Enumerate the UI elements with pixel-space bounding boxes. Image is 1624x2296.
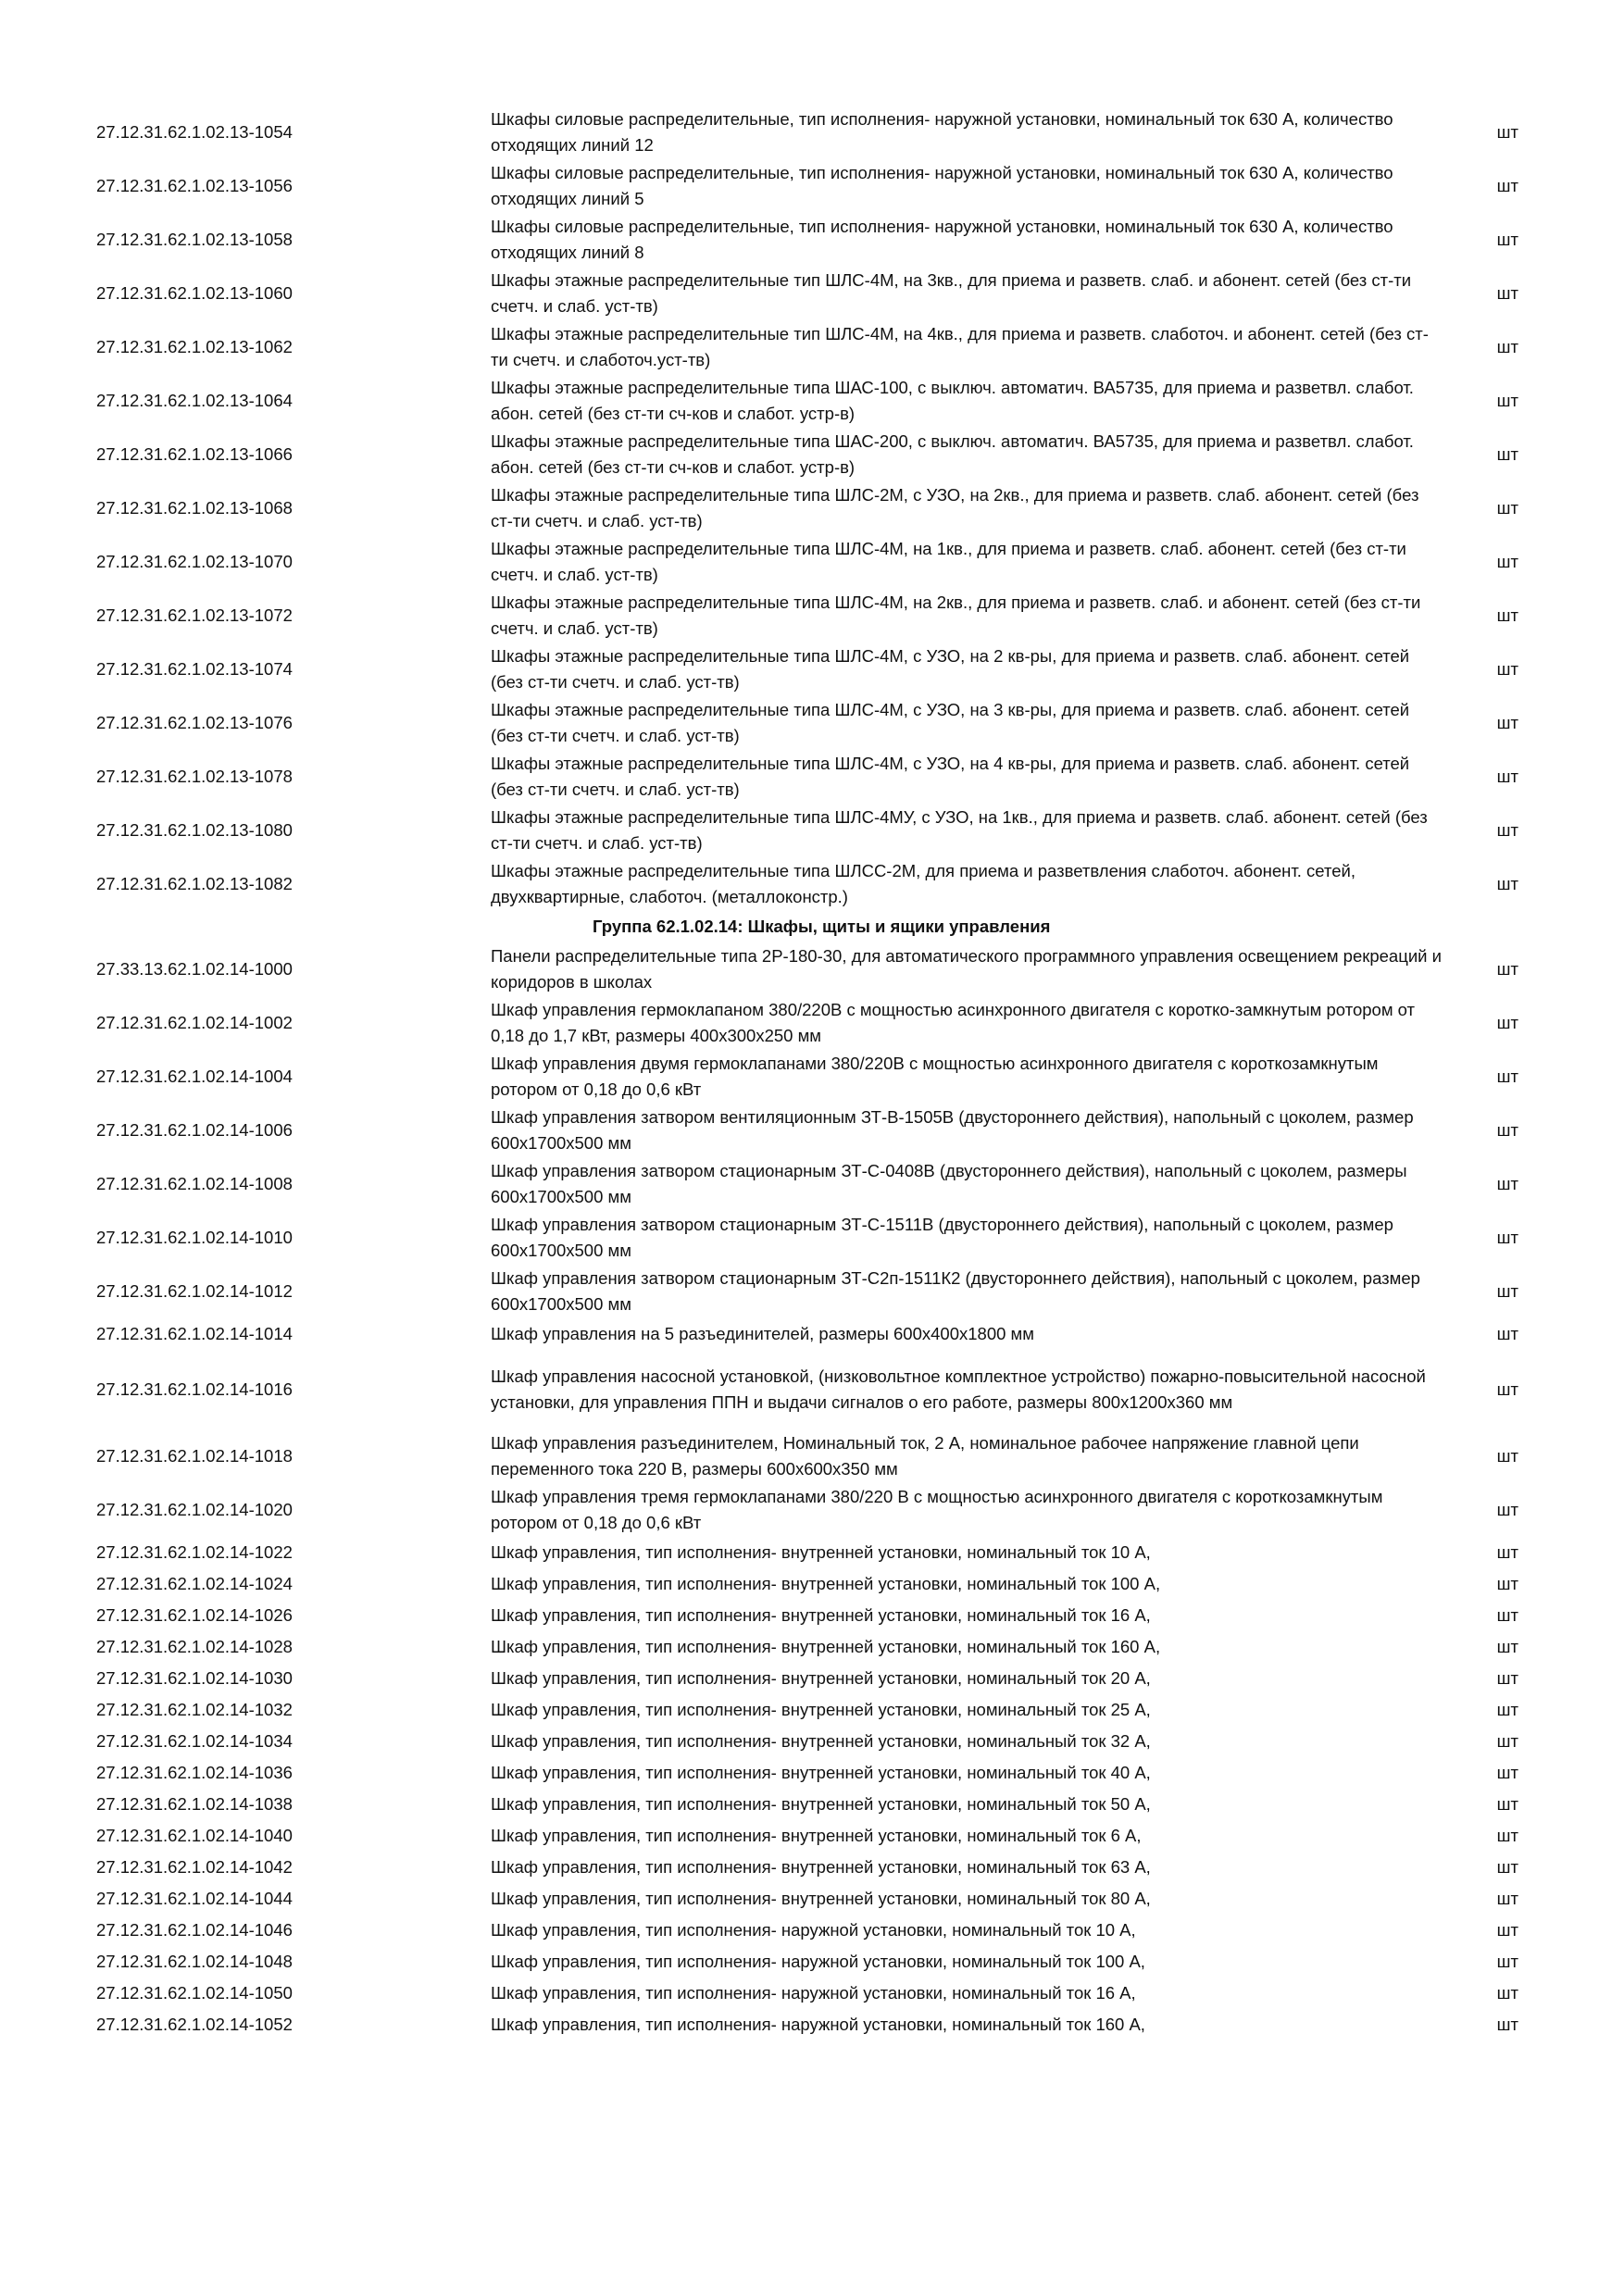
- row-unit: шт: [1496, 1604, 1518, 1625]
- table-row: [96, 428, 1578, 481]
- row-unit: шт: [1496, 1119, 1518, 1140]
- row-name: Панели распределительные типа 2Р-180-30, для автоматического программного управления освещением рекреаций и коридоров в школах: [491, 945, 1442, 992]
- table-row: [96, 1820, 1578, 1852]
- row-unit: шт: [1496, 390, 1518, 410]
- row-code: 27.12.31.62.1.02.13-1074: [96, 658, 293, 679]
- row-unit: шт: [1496, 1699, 1518, 1719]
- row-unit: шт: [1496, 1636, 1518, 1656]
- row-code: 27.12.31.62.1.02.13-1070: [96, 551, 293, 571]
- row-unit: шт: [1496, 1323, 1518, 1343]
- table-row: [96, 1852, 1578, 1883]
- table-row: [96, 1050, 1578, 1104]
- table-row: [96, 996, 1578, 1050]
- row-name: Шкафы этажные распределительные типа ШЛС-4М, на 1кв., для приема и разветв. слаб. абонент. сетей (без ст-ти счетч. и слаб. уст-тв): [491, 538, 1406, 584]
- row-unit: шт: [1496, 2014, 1518, 2034]
- row-unit: шт: [1496, 712, 1518, 732]
- row-code: 27.12.31.62.1.02.14-1042: [96, 1856, 293, 1877]
- row-name: Шкаф управления, тип исполнения- внутренней установки, номинальный ток 6 А,: [491, 1825, 1142, 1845]
- table-row: [96, 696, 1578, 750]
- row-code: 27.12.31.62.1.02.14-1024: [96, 1573, 293, 1593]
- row-unit: шт: [1496, 1445, 1518, 1466]
- table-row: [96, 2009, 1578, 2040]
- row-name: Шкаф управления, тип исполнения- наружной установки, номинальный ток 160 А,: [491, 2014, 1145, 2034]
- row-unit: шт: [1496, 1888, 1518, 1908]
- row-unit: шт: [1496, 1280, 1518, 1301]
- table-row: [96, 643, 1578, 696]
- group-heading: Группа 62.1.02.14: Шкафы, щиты и ящики управления: [593, 917, 1051, 936]
- row-name: Шкафы этажные распределительные типа ШАС-100, с выключ. автоматич. ВА5735, для приема и разветвл. слабот. абон. сетей (без ст-ти сч-ков и слабот. устр-в): [491, 377, 1414, 423]
- row-name: Шкаф управления, тип исполнения- внутренней установки, номинальный ток 16 А,: [491, 1604, 1151, 1625]
- row-code: 27.12.31.62.1.02.14-1026: [96, 1604, 293, 1625]
- row-code: 27.12.31.62.1.02.14-1022: [96, 1541, 293, 1562]
- table-row: [96, 942, 1578, 996]
- row-code: 27.12.31.62.1.02.14-1040: [96, 1825, 293, 1845]
- row-name: Шкаф управления, тип исполнения- внутренней установки, номинальный ток 100 А,: [491, 1573, 1161, 1593]
- row-unit: шт: [1496, 605, 1518, 625]
- row-unit: шт: [1496, 1793, 1518, 1814]
- row-name: Шкафы этажные распределительные типа ШЛС-4М, с УЗО, на 3 кв-ры, для приема и разветв. слаб. абонент. сетей (без ст-ти счетч. и слаб. уст-тв): [491, 699, 1410, 745]
- row-code: 27.12.31.62.1.02.14-1018: [96, 1445, 293, 1466]
- table-row: [96, 213, 1578, 267]
- row-name: Шкаф управления, тип исполнения- внутренней установки, номинальный ток 10 А,: [491, 1541, 1151, 1562]
- row-code: 27.12.31.62.1.02.14-1046: [96, 1919, 293, 1940]
- row-unit: шт: [1496, 1012, 1518, 1032]
- row-unit: шт: [1496, 551, 1518, 571]
- row-code: 27.12.31.62.1.02.13-1066: [96, 443, 293, 464]
- row-name: Шкаф управления, тип исполнения- внутренней установки, номинальный ток 40 А,: [491, 1762, 1151, 1782]
- row-unit: шт: [1496, 1856, 1518, 1877]
- row-name: Шкафы этажные распределительные типа ШЛС-4МУ, с УЗО, на 1кв., для приема и разветв. слаб. абонент. сетей (без ст-ти счетч. и слаб. уст-тв): [491, 806, 1428, 853]
- row-unit: шт: [1496, 1173, 1518, 1193]
- row-code: 27.12.31.62.1.02.14-1048: [96, 1951, 293, 1971]
- row-name: Шкаф управления двумя гермоклапанами 380/220В с мощностью асинхронного двигателя с короткозамкнутым ротором от 0,18 до 0,6 кВт: [491, 1053, 1379, 1099]
- row-name: Шкаф управления разъединителем, Номинальный ток, 2 А, номинальное рабочее напряжение главной цепи переменного тока 220 В, размеры 600х600х350 мм: [491, 1432, 1359, 1479]
- table-row: [96, 750, 1578, 804]
- price-table: [96, 106, 1578, 2040]
- row-name: Шкаф управления затвором стационарным ЗТ-С-1511В (двустороннего действия), напольный с цоколем, размер 600х1700х500 мм: [491, 1214, 1393, 1260]
- row-name: Шкаф управления на 5 разъединителей, размеры 600х400х1800 мм: [491, 1323, 1034, 1343]
- row-code: 27.12.31.62.1.02.14-1052: [96, 2014, 293, 2034]
- row-unit: шт: [1496, 1951, 1518, 1971]
- row-name: Шкафы этажные распределительные типа ШЛСС-2М, для приема и разветвления слаботоч. абонент. сетей, двухквартирные, слаботоч. (металлоконстр.): [491, 860, 1355, 906]
- row-name: Шкафы силовые распределительные, тип исполнения- наружной установки, номинальный ток 630 А, количество отходящих линий 5: [491, 162, 1393, 208]
- table-row: [96, 320, 1578, 374]
- row-code: 27.12.31.62.1.02.14-1050: [96, 1982, 293, 2003]
- table-row: [96, 1757, 1578, 1789]
- row-unit: шт: [1496, 497, 1518, 518]
- row-code: 27.12.31.62.1.02.13-1054: [96, 121, 293, 142]
- table-row: [96, 1694, 1578, 1726]
- row-unit: шт: [1496, 1379, 1518, 1399]
- row-name: Шкаф управления, тип исполнения- внутренней установки, номинальный ток 63 А,: [491, 1856, 1151, 1877]
- row-name: Шкафы этажные распределительные типа ШЛС-2М, с УЗО, на 2кв., для приема и разветв. слаб. абонент. сетей (без ст-ти счетч. и слаб. уст-тв): [491, 484, 1419, 530]
- row-code: 27.12.31.62.1.02.14-1014: [96, 1323, 293, 1343]
- row-unit: шт: [1496, 1499, 1518, 1519]
- table-row: [96, 481, 1578, 535]
- row-name: Шкаф управления затвором стационарным ЗТ-С-0408В (двустороннего действия), напольный с цоколем, размеры 600х1700х500 мм: [491, 1160, 1407, 1206]
- row-name: Шкаф управления, тип исполнения- внутренней установки, номинальный ток 20 А,: [491, 1667, 1151, 1688]
- table-row: [96, 1350, 1578, 1429]
- row-code: 27.12.31.62.1.02.13-1056: [96, 175, 293, 195]
- row-unit: шт: [1496, 121, 1518, 142]
- row-code: 27.12.31.62.1.02.14-1012: [96, 1280, 293, 1301]
- row-unit: шт: [1496, 1227, 1518, 1247]
- table-row: [96, 1726, 1578, 1757]
- row-code: 27.12.31.62.1.02.14-1032: [96, 1699, 293, 1719]
- table-row: [96, 1600, 1578, 1631]
- row-unit: шт: [1496, 282, 1518, 303]
- table-row: [96, 589, 1578, 643]
- row-unit: шт: [1496, 1762, 1518, 1782]
- row-code: 27.12.31.62.1.02.14-1016: [96, 1379, 293, 1399]
- table-row: [96, 1789, 1578, 1820]
- row-unit: шт: [1496, 1825, 1518, 1845]
- table-row: [96, 1946, 1578, 1978]
- row-code: 27.12.31.62.1.02.13-1076: [96, 712, 293, 732]
- table-row: [96, 1631, 1578, 1663]
- table-row: [96, 1429, 1578, 1483]
- row-name: Шкаф управления, тип исполнения- наружной установки, номинальный ток 16 А,: [491, 1982, 1136, 2003]
- table-row: [96, 1104, 1578, 1157]
- row-unit: шт: [1496, 958, 1518, 979]
- table-row: [96, 857, 1578, 911]
- table-row: [96, 1915, 1578, 1946]
- row-unit: шт: [1496, 1919, 1518, 1940]
- row-code: 27.12.31.62.1.02.14-1044: [96, 1888, 293, 1908]
- row-code: 27.12.31.62.1.02.14-1020: [96, 1499, 293, 1519]
- table-row: [96, 1157, 1578, 1211]
- row-code: 27.12.31.62.1.02.14-1036: [96, 1762, 293, 1782]
- row-name: Шкаф управления, тип исполнения- внутренней установки, номинальный ток 50 А,: [491, 1793, 1151, 1814]
- row-name: Шкаф управления затвором стационарным ЗТ-С2п-1511К2 (двустороннего действия), напольный с цоколем, размер 600х1700х500 мм: [491, 1267, 1420, 1314]
- row-unit: шт: [1496, 175, 1518, 195]
- row-name: Шкаф управления, тип исполнения- наружной установки, номинальный ток 100 А,: [491, 1951, 1145, 1971]
- row-code: 27.12.31.62.1.02.13-1072: [96, 605, 293, 625]
- row-name: Шкаф управления, тип исполнения- наружной установки, номинальный ток 10 А,: [491, 1919, 1136, 1940]
- row-name: Шкафы этажные распределительные типа ШЛС-4М, на 2кв., для приема и разветв. слаб. и абонент. сетей (без ст-ти счетч. и слаб. уст-тв): [491, 592, 1421, 638]
- row-code: 27.12.31.62.1.02.14-1038: [96, 1793, 293, 1814]
- row-unit: шт: [1496, 819, 1518, 840]
- table-row: [96, 1883, 1578, 1915]
- table-row: [96, 535, 1578, 589]
- row-unit: шт: [1496, 658, 1518, 679]
- row-code: 27.12.31.62.1.02.14-1006: [96, 1119, 293, 1140]
- row-code: 27.12.31.62.1.02.14-1002: [96, 1012, 293, 1032]
- row-code: 27.12.31.62.1.02.13-1062: [96, 336, 293, 356]
- row-code: 27.12.31.62.1.02.14-1008: [96, 1173, 293, 1193]
- row-name: Шкафы этажные распределительные типа ШАС-200, с выключ. автоматич. ВА5735, для приема и разветвл. слабот. абон. сетей (без ст-ти сч-ков и слабот. устр-в): [491, 430, 1414, 477]
- row-name: Шкаф управления насосной установкой, (низковольтное комплектное устройство) пожарно-повысительной насосной установки, для управления ППН и выдачи сигналов о его работе, размеры 800х1200х360 мм: [491, 1366, 1426, 1412]
- row-name: Шкафы этажные распределительные типа ШЛС-4М, с УЗО, на 4 кв-ры, для приема и разветв. слаб. абонент. сетей (без ст-ти счетч. и слаб. уст-тв): [491, 753, 1410, 799]
- table-row: [96, 1978, 1578, 2009]
- table-row: [96, 374, 1578, 428]
- row-name: Шкафы силовые распределительные, тип исполнения- наружной установки, номинальный ток 630 А, количество отходящих линий 8: [491, 216, 1393, 262]
- row-code: 27.12.31.62.1.02.14-1004: [96, 1066, 293, 1086]
- table-row: [96, 1211, 1578, 1265]
- row-unit: шт: [1496, 766, 1518, 786]
- row-unit: шт: [1496, 229, 1518, 249]
- row-name: Шкаф управления гермоклапаном 380/220В с мощностью асинхронного двигателя с коротко-замкнутым ротором от 0,18 до 1,7 кВт, размеры 400х300х250 мм: [491, 999, 1416, 1045]
- row-code: 27.33.13.62.1.02.14-1000: [96, 958, 293, 979]
- table-row: [96, 1537, 1578, 1568]
- row-unit: шт: [1496, 1982, 1518, 2003]
- row-code: 27.12.31.62.1.02.13-1082: [96, 873, 293, 893]
- row-name: Шкаф управления, тип исполнения- внутренней установки, номинальный ток 160 А,: [491, 1636, 1161, 1656]
- row-name: Шкаф управления затвором вентиляционным ЗТ-В-1505В (двустороннего действия), напольный с цоколем, размер 600х1700х500 мм: [491, 1106, 1414, 1153]
- row-unit: шт: [1496, 443, 1518, 464]
- row-code: 27.12.31.62.1.02.13-1078: [96, 766, 293, 786]
- row-unit: шт: [1496, 873, 1518, 893]
- row-code: 27.12.31.62.1.02.13-1058: [96, 229, 293, 249]
- table-row: [96, 1568, 1578, 1600]
- row-code: 27.12.31.62.1.02.14-1028: [96, 1636, 293, 1656]
- row-code: 27.12.31.62.1.02.13-1060: [96, 282, 293, 303]
- table-row: [96, 1663, 1578, 1694]
- row-name: Шкафы силовые распределительные, тип исполнения- наружной установки, номинальный ток 630 А, количество отходящих линий 12: [491, 108, 1393, 155]
- table-row: [96, 804, 1578, 857]
- row-code: 27.12.31.62.1.02.14-1010: [96, 1227, 293, 1247]
- row-unit: шт: [1496, 1573, 1518, 1593]
- table-row: [96, 106, 1578, 159]
- table-row: [96, 1265, 1578, 1318]
- row-unit: шт: [1496, 1730, 1518, 1751]
- row-name: Шкафы этажные распределительные типа ШЛС-4М, с УЗО, на 2 кв-ры, для приема и разветв. слаб. абонент. сетей (без ст-ти счетч. и слаб. уст-тв): [491, 645, 1410, 692]
- row-code: 27.12.31.62.1.02.13-1068: [96, 497, 293, 518]
- row-name: Шкафы этажные распределительные тип ШЛС-4М, на 3кв., для приема и разветв. слаб. и абонент. сетей (без ст-ти счетч. и слаб. уст-тв): [491, 269, 1412, 316]
- row-name: Шкаф управления тремя гермоклапанами 380/220 В с мощностью асинхронного двигателя с короткозамкнутым ротором от 0,18 до 0,6 кВт: [491, 1486, 1383, 1532]
- table-row: [96, 1318, 1578, 1350]
- table-row: [96, 159, 1578, 213]
- table-row: [96, 267, 1578, 320]
- row-name: Шкаф управления, тип исполнения- внутренней установки, номинальный ток 25 А,: [491, 1699, 1151, 1719]
- row-unit: шт: [1496, 1541, 1518, 1562]
- row-name: Шкаф управления, тип исполнения- внутренней установки, номинальный ток 32 А,: [491, 1730, 1151, 1751]
- row-code: 27.12.31.62.1.02.14-1034: [96, 1730, 293, 1751]
- row-code: 27.12.31.62.1.02.13-1064: [96, 390, 293, 410]
- row-name: Шкафы этажные распределительные тип ШЛС-4М, на 4кв., для приема и разветв. слаботоч. и абонент. сетей (без ст-ти счетч. и слаботоч.уст-тв): [491, 323, 1429, 369]
- row-unit: шт: [1496, 336, 1518, 356]
- row-unit: шт: [1496, 1667, 1518, 1688]
- row-name: Шкаф управления, тип исполнения- внутренней установки, номинальный ток 80 А,: [491, 1888, 1151, 1908]
- row-code: 27.12.31.62.1.02.13-1080: [96, 819, 293, 840]
- table-row: [96, 1483, 1578, 1537]
- row-unit: шт: [1496, 1066, 1518, 1086]
- row-code: 27.12.31.62.1.02.14-1030: [96, 1667, 293, 1688]
